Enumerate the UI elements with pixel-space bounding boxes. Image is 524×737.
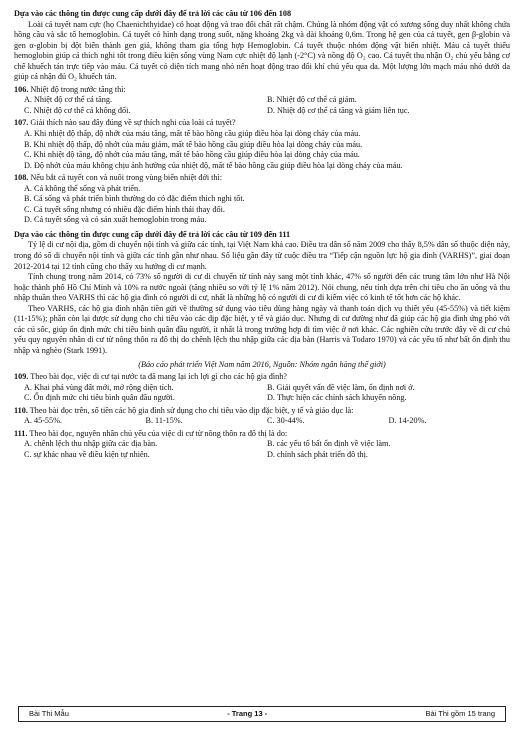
section-heading-109-111: Dựa vào các thông tin được cung cấp dưới đây để trả lời các câu từ 109 đến 111 xyxy=(14,229,291,239)
question-number: 107. xyxy=(14,118,29,128)
option-d[interactable]: D. Thực hiện các chính sách khuyến nông. xyxy=(267,393,407,403)
question-text: Giải thích nào sau đây đúng về sự thích nghi của loài cá tuyết? xyxy=(30,118,236,128)
option-a[interactable]: A. Nhiệt độ cơ thể cá tăng. xyxy=(24,95,112,105)
question-text: Theo bài đọc trên, số tiền các hộ gia đình sử dụng cho chi tiêu vào dịp đặc biệt, y tế và giáo dục là: xyxy=(29,405,354,415)
question-110 xyxy=(14,406,510,427)
option-c[interactable]: C. 30-44%. xyxy=(267,416,305,426)
options-109 xyxy=(14,383,510,404)
option-b[interactable]: B. Khi nhiệt độ thấp, độ nhớt của máu giảm, mất tế bào hồng cầu giúp điều hòa lại dòng chảy của máu. xyxy=(24,139,363,149)
question-107 xyxy=(14,118,510,171)
option-a[interactable]: A. Khai phá vùng đất mới, mở rộng diện tích. xyxy=(24,382,174,392)
option-b[interactable]: B. các yếu tố bất ổn định về việc làm. xyxy=(267,439,391,449)
question-text: Theo bài đọc, nguyên nhân chủ yếu của việc di cư từ nông thôn ra đô thị là do: xyxy=(29,428,288,438)
passage-source: (Báo cáo phát triển Việt Nam năm 2016, Nguồn: Nhóm ngân hàng thế giới) xyxy=(138,359,386,369)
option-b[interactable]: B. Giải quyết vấn đề việc làm, ổn định nơi ở. xyxy=(267,382,415,392)
question-number: 110. xyxy=(14,405,28,415)
option-c[interactable]: C. Nhiệt độ cơ thể cá không đổi. xyxy=(24,105,131,115)
question-111 xyxy=(14,429,510,461)
question-106 xyxy=(14,85,510,117)
question-108 xyxy=(14,173,510,226)
options-108 xyxy=(14,184,510,226)
option-a[interactable]: A. Khi nhiệt độ thấp, độ nhớt của máu tăng, mất tế bào hồng cầu giúp điều hòa lại dòng chảy của máu. xyxy=(24,129,361,139)
footer-exam-label: Bài Thi Mẫu xyxy=(29,708,69,718)
option-d[interactable]: D. chính sách phát triển đô thị. xyxy=(267,449,368,459)
option-a[interactable]: A. chênh lệch thu nhập giữa các địa bàn. xyxy=(24,439,158,449)
footer-page-number: - Trang 13 - xyxy=(227,708,268,718)
option-c[interactable]: C. Khi nhiệt độ tăng, độ nhớt của máu tăng, mất tế bào hồng cầu giúp điều hòa lại dòng chảy của máu. xyxy=(24,150,360,160)
option-c[interactable]: C. sự khác nhau về điều kiện tự nhiên. xyxy=(24,449,150,459)
question-text: Nếu bắt cá tuyết con và nuôi trong vùng biển nhiệt đới thì: xyxy=(30,173,223,183)
passage-antarctic-icefish: Loài cá tuyết nam cực (họ Chaenichthyidae) có hoạt động và trao đổi chất rất chậm. Chúng là nhóm động vật có xương sống duy nhất không chứa hồng cầu và sắc tố hemoglobin. Cá tuyết có hình dạng trong suốt, nặng khoảng 2kg và dài khoảng 0,6m. Trong hệ gen của cá tuyết, gen β-globin và gen α-globin bị đột biến thành gen giả, không tham gia tổng hợp Hemoglobin. Cá tuyết thuộc nhóm động vật biến nhiệt. Máu cá tuyết thiếu hemoglobin giúp cá thích nghi tốt trong điều kiện sống vùng Nam cực nhiệt độ lạnh (-2°C) và nồng độ O₂ cao. Cá tuyết thu nhận O₂ chủ yếu bằng cơ chế khuếch tán trực tiếp vào máu. Cá tuyết có diện tích mang nhỏ nên hoạt động trao đổi khí chủ yếu qua da. Một lượng lớn mạch máu nhỏ dưới da giúp cá nhận đủ O₂ khuếch tán. xyxy=(14,19,510,82)
question-number: 109. xyxy=(14,372,29,382)
option-c[interactable]: C. Cá tuyết sống nhưng có nhiều đặc điểm hình thái thay đổi. xyxy=(24,204,225,214)
question-number: 106. xyxy=(14,84,29,94)
option-d[interactable]: D. Cá tuyết sống và có sản xuất hemoglobin trong máu. xyxy=(24,215,207,225)
passage-paragraph-1: Tỷ lệ di cư nội địa, gồm di chuyển nội tỉnh và giữa các tỉnh, tại Việt Nam khá cao. Điều tra dân số năm 2009 cho thấy 8,5% dân số thuộc diện này, trong đó số di chuyển nội tỉnh và giữa các tỉnh gần như nhau. Số liệu gần đây từ cuộc điều tra “Tiếp cận nguồn lực hộ gia đình (VARHS)”, giai đoạn 2012-2014 tại 12 tỉnh cũng cho thấy xu hướng di cư mạnh. xyxy=(14,240,510,271)
option-c[interactable]: C. Ổn định mức chi tiêu bình quân đầu người. xyxy=(24,393,175,403)
option-a[interactable]: A. 45-55%. xyxy=(24,416,62,426)
option-d[interactable]: D. Nhiệt độ cơ thể cá tăng và giảm liên tục. xyxy=(267,105,410,115)
passage-paragraph-2: Tính chung trong năm 2014, có 73% số người di cư di chuyển từ tỉnh này sang một tỉnh khác, 47% số người đến các trung tâm lớn như Hà Nội hoặc thành phố Hồ Chí Minh và 10% ra nước ngoài (tăng nhiều so với tỷ lệ 1% năm 2012). Nói chung, nếu tính dựa trên chi tiêu cho ăn uống và thu nhập thuần theo VARHS thì các hộ gia đình có người di cư, nhất là những hộ có người di cư đi kiếm việc có kinh tế tốt hơn các hộ khác. xyxy=(14,272,510,303)
options-106 xyxy=(14,95,510,116)
option-b[interactable]: B. 11-15%. xyxy=(145,416,183,426)
footer-total-pages: Bài Thi gồm 15 trang xyxy=(425,708,495,718)
options-110 xyxy=(14,416,510,427)
section-heading-106-108: Dựa vào các thông tin được cung cấp dưới đây để trả lời các câu từ 106 đến 108 xyxy=(14,9,292,18)
question-text: Nhiệt độ trong nước tăng thì: xyxy=(30,84,126,94)
option-b[interactable]: B. Nhiệt độ cơ thể cá giảm. xyxy=(267,95,357,105)
question-number: 111. xyxy=(14,428,28,438)
option-a[interactable]: A. Cá không thể sống và phát triển. xyxy=(24,183,141,193)
question-number: 108. xyxy=(14,173,29,183)
question-text: Theo bài đọc, việc di cư tại nước ta đã mang lại ích lợi gì cho các hộ gia đình? xyxy=(30,372,287,382)
options-107 xyxy=(14,129,510,171)
options-111 xyxy=(14,439,510,460)
question-109 xyxy=(14,372,510,404)
option-d[interactable]: D. 14-20%. xyxy=(388,416,427,426)
option-b[interactable]: B. Cá sống và phát triển bình thường do có đặc điểm thích nghi tốt. xyxy=(24,194,245,204)
option-d[interactable]: D. Độ nhớt của máu không chịu ảnh hưởng của nhiệt độ, mất tế bào hồng cầu giúp điều hòa lại dòng chảy của máu. xyxy=(24,160,403,170)
passage-paragraph-3: Theo VARHS, các hộ gia đình nhận tiền gửi về thường sử dụng vào tiêu dùng hàng ngày và thanh toán dịch vụ thiết yếu (45-55%) và tiết kiệm (11-15%); phần còn lại được sử dụng cho chi tiêu vào các dịp đặc biệt, y tế và giáo dục. Nhưng di cư đường như đã giúp các hộ gia đình ứng phó với các cú sốc, giúp ổn định mức chi tiêu bình quân đầu người, ít nhất là trong trường hợp đi tìm việc ở nơi khác. Các nghiên cứu trước đây về di cư chủ yếu quy nguyên nhân di cư từ nông thôn ra đô thị do chênh lệch thu nhập giữa các địa bàn (Harris và Todaro 1970) và các yếu tố như bất ổn định thu nhập và nghèo (Stark 1991). xyxy=(14,303,510,355)
page-footer xyxy=(18,706,506,722)
